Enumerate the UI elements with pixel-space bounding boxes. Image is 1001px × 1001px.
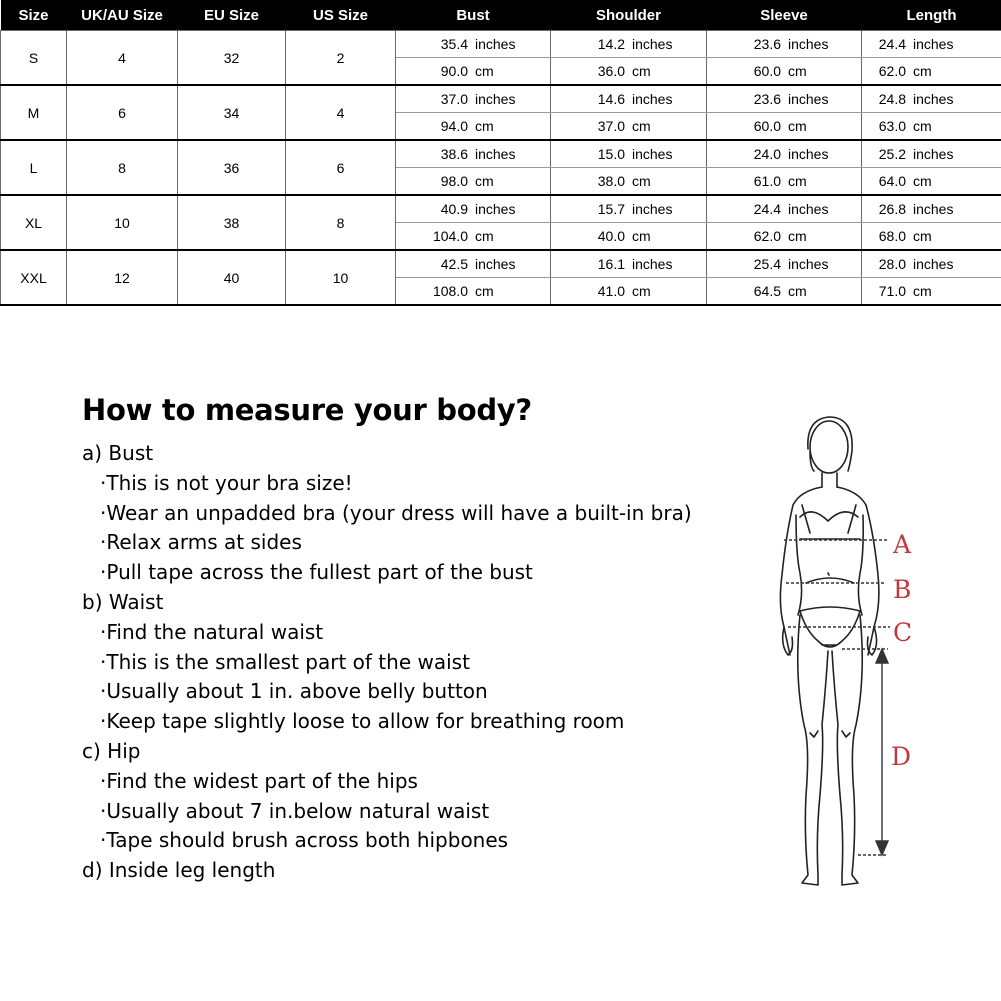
size-cell: XL [1, 195, 67, 250]
shoulder-in-cell [551, 250, 707, 278]
shoulder-in-cell [551, 85, 707, 113]
shoulder-cm-cell [551, 113, 707, 141]
length-in-cell [862, 195, 1001, 223]
sleeve-in-value: 23.6 [753, 36, 781, 52]
eu-cell: 34 [178, 85, 286, 140]
shoulder-in-value: 14.6 [597, 91, 625, 107]
eu-cell: 40 [178, 250, 286, 305]
shoulder-cm-value: 36.0 [597, 63, 625, 79]
unit-label: inches [788, 146, 829, 162]
length-cm-cell [862, 223, 1001, 251]
neck-outline [822, 473, 837, 487]
header-cell: EU Size [178, 0, 286, 31]
sleeve-in-cell [707, 250, 862, 278]
shoulder-cm-value: 38.0 [597, 173, 625, 189]
bust-cm-value: 104.0 [432, 228, 468, 244]
unit-label: cm [788, 228, 807, 244]
uk-cell: 8 [67, 140, 178, 195]
unit-label: cm [632, 63, 651, 79]
measure-tip: · Keep tape slightly loose to allow for breathing room [100, 707, 722, 737]
unit-label: inches [913, 36, 954, 52]
bust-cm-cell [396, 278, 551, 306]
us-cell: 4 [286, 85, 396, 140]
unit-label: inches [475, 91, 516, 107]
eu-cell: 38 [178, 195, 286, 250]
size-cell: M [1, 85, 67, 140]
label-c: C [893, 618, 913, 647]
sleeve-in-value: 24.4 [753, 201, 781, 217]
shoulder-cm-value: 41.0 [597, 283, 625, 299]
sleeve-cm-cell [707, 223, 862, 251]
table-header-row [1, 0, 1001, 31]
bra-outline [800, 505, 860, 539]
unit-label: cm [788, 173, 807, 189]
shoulder-cm-cell [551, 278, 707, 306]
unit-label: cm [632, 173, 651, 189]
measure-guide [82, 393, 722, 886]
unit-label: inches [475, 36, 516, 52]
bust-cm-cell [396, 58, 551, 86]
size-cell: S [1, 31, 67, 86]
length-in-cell [862, 140, 1001, 168]
unit-label: inches [632, 201, 673, 217]
unit-label: cm [475, 283, 494, 299]
uk-cell: 10 [67, 195, 178, 250]
unit-label: inches [475, 201, 516, 217]
bust-in-value: 35.4 [440, 36, 468, 52]
sleeve-cm-cell [707, 168, 862, 196]
unit-label: cm [913, 173, 932, 189]
inseam-arrow-top [876, 649, 888, 663]
measure-tip: · This is the smallest part of the waist [100, 648, 722, 678]
header-cell: US Size [286, 0, 396, 31]
head-outline [810, 421, 848, 473]
knee-marks [810, 731, 850, 737]
measure-tip: · Usually about 1 in. above belly button [100, 677, 722, 707]
unit-label: cm [475, 118, 494, 134]
section-heading: d) Inside leg length [82, 858, 276, 883]
section-heading: a) Bust [82, 441, 154, 465]
bust-in-cell [396, 195, 551, 223]
us-cell: 6 [286, 140, 396, 195]
unit-label: inches [632, 146, 673, 162]
body-measurement-figure [760, 405, 940, 895]
label-d: D [891, 742, 912, 771]
unit-label: inches [913, 201, 954, 217]
unit-label: cm [788, 283, 807, 299]
unit-label: cm [632, 228, 651, 244]
sleeve-cm-cell [707, 58, 862, 86]
unit-label: cm [632, 283, 651, 299]
bust-cm-cell [396, 168, 551, 196]
bust-cm-value: 90.0 [440, 63, 468, 79]
length-cm-cell [862, 168, 1001, 196]
inseam-arrow-bottom [876, 841, 888, 855]
length-cm-value: 62.0 [878, 63, 906, 79]
sleeve-in-cell [707, 195, 862, 223]
bust-in-value: 40.9 [440, 201, 468, 217]
bust-cm-value: 98.0 [440, 173, 468, 189]
bust-in-value: 37.0 [440, 91, 468, 107]
section-heading: c) Hip [82, 738, 141, 763]
table-row [1, 195, 1001, 223]
shoulder-in-value: 15.7 [597, 201, 625, 217]
sleeve-cm-value: 60.0 [753, 63, 781, 79]
table-row [1, 31, 1001, 58]
us-cell: 2 [286, 31, 396, 86]
unit-label: cm [475, 173, 494, 189]
header-cell: Sleeve [707, 0, 862, 31]
guide-sections [82, 439, 722, 886]
unit-label: inches [788, 36, 829, 52]
header-cell: Bust [396, 0, 551, 31]
header-cell: Shoulder [551, 0, 707, 31]
shoulder-in-value: 14.2 [597, 36, 625, 52]
us-cell: 10 [286, 250, 396, 305]
sleeve-cm-cell [707, 113, 862, 141]
length-cm-cell [862, 278, 1001, 306]
measure-tip: · Usually about 7 in.below natural waist [100, 797, 722, 827]
sleeve-cm-value: 60.0 [753, 118, 781, 134]
table-row [1, 140, 1001, 168]
unit-label: inches [788, 201, 829, 217]
leg-right-outline [832, 615, 862, 885]
unit-label: inches [913, 256, 954, 272]
eu-cell: 32 [178, 31, 286, 86]
guide-title: How to measure your body? [82, 393, 532, 427]
size-chart-table [0, 0, 1001, 306]
sleeve-in-cell [707, 31, 862, 58]
shoulder-cm-value: 37.0 [597, 118, 625, 134]
length-cm-value: 68.0 [878, 228, 906, 244]
unit-label: inches [632, 36, 673, 52]
shoulder-cm-cell [551, 58, 707, 86]
eu-cell: 36 [178, 140, 286, 195]
sleeve-cm-value: 62.0 [753, 228, 781, 244]
shoulder-in-cell [551, 140, 707, 168]
unit-label: cm [913, 63, 932, 79]
length-in-value: 24.8 [878, 91, 906, 107]
size-cell: XXL [1, 250, 67, 305]
sleeve-in-value: 23.6 [753, 91, 781, 107]
unit-label: cm [913, 118, 932, 134]
shoulder-cm-cell [551, 168, 707, 196]
length-cm-value: 64.0 [878, 173, 906, 189]
length-in-value: 25.2 [878, 146, 906, 162]
leg-left-outline [798, 615, 828, 885]
measure-tip: · Pull tape across the fullest part of the bust [100, 558, 722, 588]
belly-outline [806, 573, 854, 583]
sleeve-cm-cell [707, 278, 862, 306]
table-row [1, 85, 1001, 113]
shoulder-in-value: 16.1 [597, 256, 625, 272]
measure-tip: · This is not your bra size! [100, 469, 722, 499]
header-cell: UK/AU Size [67, 0, 178, 31]
length-cm-cell [862, 58, 1001, 86]
measure-tip: · Find the widest part of the hips [100, 767, 722, 797]
length-in-value: 28.0 [878, 256, 906, 272]
length-cm-value: 63.0 [878, 118, 906, 134]
unit-label: cm [913, 228, 932, 244]
uk-cell: 12 [67, 250, 178, 305]
unit-label: inches [632, 91, 673, 107]
bust-in-cell [396, 140, 551, 168]
shoulder-cm-cell [551, 223, 707, 251]
length-in-value: 24.4 [878, 36, 906, 52]
unit-label: inches [475, 256, 516, 272]
table-row [1, 250, 1001, 278]
bust-in-value: 38.6 [440, 146, 468, 162]
bust-cm-value: 108.0 [432, 283, 468, 299]
unit-label: inches [913, 146, 954, 162]
sleeve-in-cell [707, 140, 862, 168]
bust-in-cell [396, 31, 551, 58]
sleeve-in-cell [707, 85, 862, 113]
label-a: A [893, 530, 912, 559]
unit-label: cm [788, 63, 807, 79]
shoulder-in-cell [551, 31, 707, 58]
unit-label: cm [475, 228, 494, 244]
unit-label: inches [632, 256, 673, 272]
size-cell: L [1, 140, 67, 195]
sleeve-in-value: 24.0 [753, 146, 781, 162]
length-in-value: 26.8 [878, 201, 906, 217]
unit-label: cm [475, 63, 494, 79]
bust-cm-cell [396, 113, 551, 141]
header-cell: Size [1, 0, 67, 31]
length-in-cell [862, 250, 1001, 278]
unit-label: inches [788, 91, 829, 107]
measure-tip: · Find the natural waist [100, 618, 722, 648]
bust-cm-cell [396, 223, 551, 251]
bust-in-value: 42.5 [440, 256, 468, 272]
table-body [1, 31, 1001, 306]
measure-tip: · Wear an unpadded bra (your dress will have a built-in bra) [100, 499, 722, 529]
measure-tip: · Relax arms at sides [100, 528, 722, 558]
unit-label: inches [913, 91, 954, 107]
header-cell: Length [862, 0, 1001, 31]
length-cm-value: 71.0 [878, 283, 906, 299]
sleeve-in-value: 25.4 [753, 256, 781, 272]
shoulder-in-value: 15.0 [597, 146, 625, 162]
unit-label: cm [913, 283, 932, 299]
length-in-cell [862, 31, 1001, 58]
length-in-cell [862, 85, 1001, 113]
measure-tip: · Tape should brush across both hipbones [100, 826, 722, 856]
uk-cell: 4 [67, 31, 178, 86]
shoulder-in-cell [551, 195, 707, 223]
sleeve-cm-value: 61.0 [753, 173, 781, 189]
shoulder-cm-value: 40.0 [597, 228, 625, 244]
length-cm-cell [862, 113, 1001, 141]
label-b: B [893, 575, 912, 604]
uk-cell: 6 [67, 85, 178, 140]
bust-in-cell [396, 85, 551, 113]
bust-in-cell [396, 250, 551, 278]
unit-label: cm [632, 118, 651, 134]
bust-cm-value: 94.0 [440, 118, 468, 134]
unit-label: inches [475, 146, 516, 162]
unit-label: inches [788, 256, 829, 272]
unit-label: cm [788, 118, 807, 134]
sleeve-cm-value: 64.5 [753, 283, 781, 299]
us-cell: 8 [286, 195, 396, 250]
section-heading: b) Waist [82, 589, 164, 614]
